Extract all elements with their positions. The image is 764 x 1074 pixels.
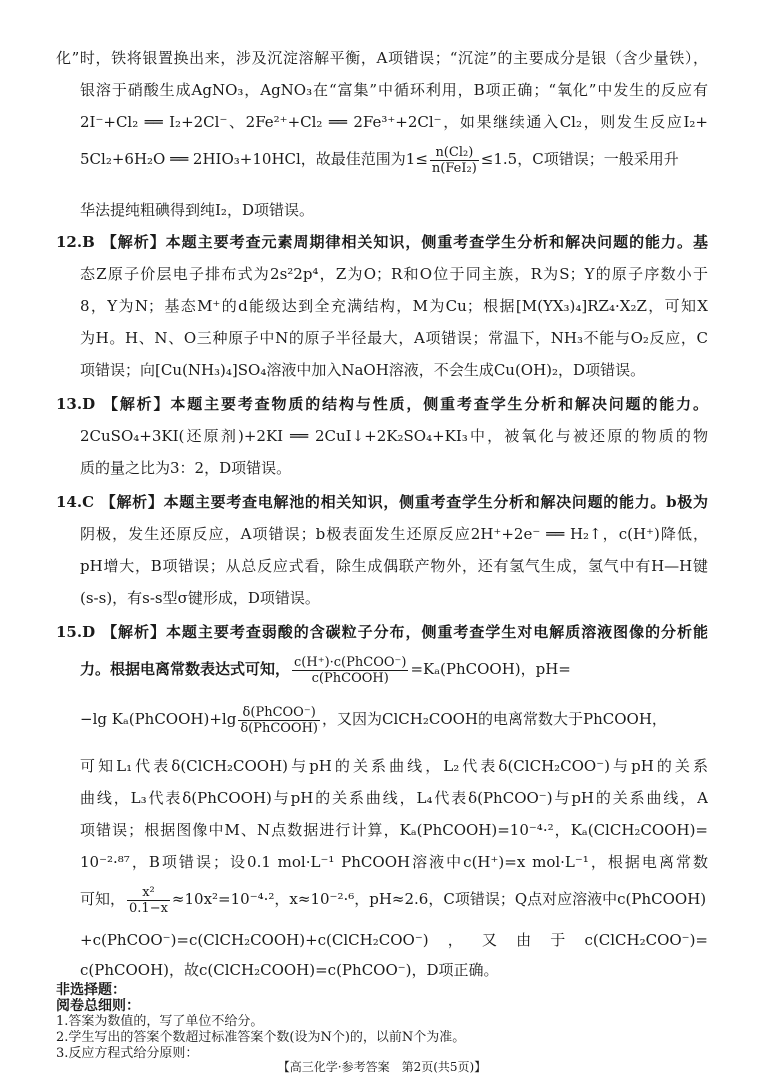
fraction-numerator: δ(PhCOO⁻) xyxy=(238,705,320,721)
question-number: 14.C xyxy=(56,493,95,511)
fraction-denominator: c(PhCOOH) xyxy=(311,670,389,686)
answer-15 xyxy=(56,620,708,646)
question-number: 15.D xyxy=(56,623,96,641)
text-line-with-fraction xyxy=(80,654,708,688)
text-line-with-fraction xyxy=(80,884,708,918)
text-line: 2CuSO₄+3KI(还原剂)+2KI ══ 2CuI↓+2K₂SO₄+KI₃中，被氧化与被还原的物质的物 xyxy=(80,427,708,445)
text-line: 项错误；向[Cu(NH₃)₄]SO₄溶液中加入NaOH溶液，不会生成Cu(OH)₂，D项错误。 xyxy=(80,361,646,379)
text-line: 态Z原子价层电子排布式为2s²2p⁴，Z为O；R和O位于同主族，R为S；Y的原子序数小于 xyxy=(80,265,708,283)
rule-item: 2.学生写出的答案个数超过标准答案个数(设为N个)的，以前N个为准。 xyxy=(56,1030,466,1045)
text-line: c(PhCOOH)，故c(ClCH₂COOH)=c(PhCOO⁻)，D项正确。 xyxy=(80,961,499,979)
text-line: 8，Y为N；基态M⁺的d能级达到全充满结构，M为Cu；根据[M(YX₃)₄]RZ₄·X₂Z，可知X xyxy=(80,297,708,315)
text-line: 质的量之比为3：2，D项错误。 xyxy=(80,459,292,477)
page-footer: 【高三化学·参考答案 第2页(共5页)】 xyxy=(277,1060,487,1074)
text-segment: 力。根据电离常数表达式可知， xyxy=(80,660,291,678)
text-line: 项错误；根据图像中M、N点数据进行计算，Kₐ(PhCOOH)=10⁻⁴·²，Kₐ(ClCH₂COOH)= xyxy=(80,821,708,839)
text-line: +c(PhCOO⁻)=c(ClCH₂COOH)+c(ClCH₂COO⁻)，又由于c(ClCH₂COO⁻)= xyxy=(80,931,708,949)
fraction-numerator: n(Cl₂) xyxy=(430,145,479,161)
fraction-denominator: 0.1−x xyxy=(129,900,168,916)
text-segment: 5Cl₂+6H₂O ══ 2HIO₃+10HCl，故最佳范围为1≤ xyxy=(80,150,428,168)
answer-12 xyxy=(56,230,708,256)
fraction-n-cl2-over-n-fei2 xyxy=(430,145,479,176)
analysis-intro: 【解析】本题主要考查弱酸的含碳粒子分布，侧重考查学生对电解质溶液图像的分析能 xyxy=(101,623,708,641)
text-line: 曲线，L₃代表δ(PhCOOH)与pH的关系曲线，L₄代表δ(PhCOO⁻)与pH的关系曲线，A xyxy=(80,789,708,807)
text-line: 阴极，发生还原反应，A项错误；b极表面发生还原反应2H⁺+2e⁻ ══ H₂↑，c(H⁺)降低， xyxy=(80,525,708,543)
text-segment: ≈10x²=10⁻⁴·²，x≈10⁻²·⁶，pH≈2.6，C项错误；Q点对应溶液中c(PhCOOH) xyxy=(171,890,707,908)
text-line: 可知L₁代表δ(ClCH₂COOH)与pH的关系曲线，L₂代表δ(ClCH₂COO⁻)与pH的关系 xyxy=(80,757,708,775)
fraction-delta-ratio xyxy=(238,705,320,736)
text-segment: =Kₐ(PhCOOH)，pH= xyxy=(410,660,571,678)
text-line: 10⁻²·⁸⁷，B项错误；设0.1 mol·L⁻¹ PhCOOH溶液中c(H⁺)=x mol·L⁻¹，根据电离常数 xyxy=(80,853,708,871)
text-line: (s-s)，有s-s型σ键形成，D项错误。 xyxy=(80,589,320,607)
text-segment: ，又因为ClCH₂COOH的电离常数大于PhCOOH， xyxy=(322,710,667,728)
question-number: 12.B xyxy=(56,233,95,251)
text-line-with-fraction xyxy=(80,704,708,738)
text-line: 华法提纯粗碘得到纯I₂，D项错误。 xyxy=(80,201,314,219)
text-segment: 可知， xyxy=(80,890,126,908)
text-line: 银溶于硝酸生成AgNO₃，AgNO₃在“富集”中循环利用，B项正确；“氧化”中发生的反应有 xyxy=(80,81,708,99)
text-segment: −lg Kₐ(PhCOOH)+lg xyxy=(80,710,237,728)
text-line-with-fraction xyxy=(80,144,708,178)
fraction-x-squared xyxy=(127,885,170,916)
text-line: pH增大，B项错误；从总反应式看，除生成偶联产物外，还有氢气生成，氢气中有H—H键 xyxy=(80,557,708,575)
rule-item: 3.反应方程式给分原则： xyxy=(56,1046,199,1061)
question-number: 13.D xyxy=(56,395,96,413)
fraction-ka-expression xyxy=(292,655,408,686)
analysis-intro: 【解析】本题主要考查电解池的相关知识，侧重考查学生分析和解决问题的能力。b极为 xyxy=(100,493,708,511)
analysis-intro: 【解析】本题主要考查物质的结构与性质，侧重考查学生分析和解决问题的能力。 xyxy=(101,395,708,413)
fraction-denominator: n(FeI₂) xyxy=(431,160,477,176)
answer-13 xyxy=(56,392,708,418)
analysis-intro: 【解析】本题主要考查元素周期律相关知识，侧重考查学生分析和解决问题的能力。基 xyxy=(100,233,708,251)
rule-item: 1.答案为数值的，写了单位不给分。 xyxy=(56,1014,264,1029)
fraction-numerator: c(H⁺)·c(PhCOO⁻) xyxy=(294,654,407,670)
fraction-numerator: x² xyxy=(127,885,170,901)
text-line: 2I⁻+Cl₂ ══ I₂+2Cl⁻、2Fe²⁺+Cl₂ ══ 2Fe³⁺+2Cl⁻，如果继续通入Cl₂，则发生反应I₂+ xyxy=(80,113,708,131)
section-heading: 非选择题： xyxy=(56,982,126,998)
section-heading: 阅卷总细则： xyxy=(56,998,140,1014)
text-line: 为H。H、N、O三种原子中N的原子半径最大，A项错误；常温下，NH₃不能与O₂反应，C xyxy=(80,329,708,347)
answer-14 xyxy=(56,490,708,516)
text-segment: ≤1.5，C项错误；一般采用升 xyxy=(480,150,679,168)
fraction-denominator: δ(PhCOOH) xyxy=(240,720,319,736)
text-line: 化”时，铁将银置换出来，涉及沉淀溶解平衡，A项错误；“沉淀”的主要成分是银（含少量铁）， xyxy=(56,49,708,67)
